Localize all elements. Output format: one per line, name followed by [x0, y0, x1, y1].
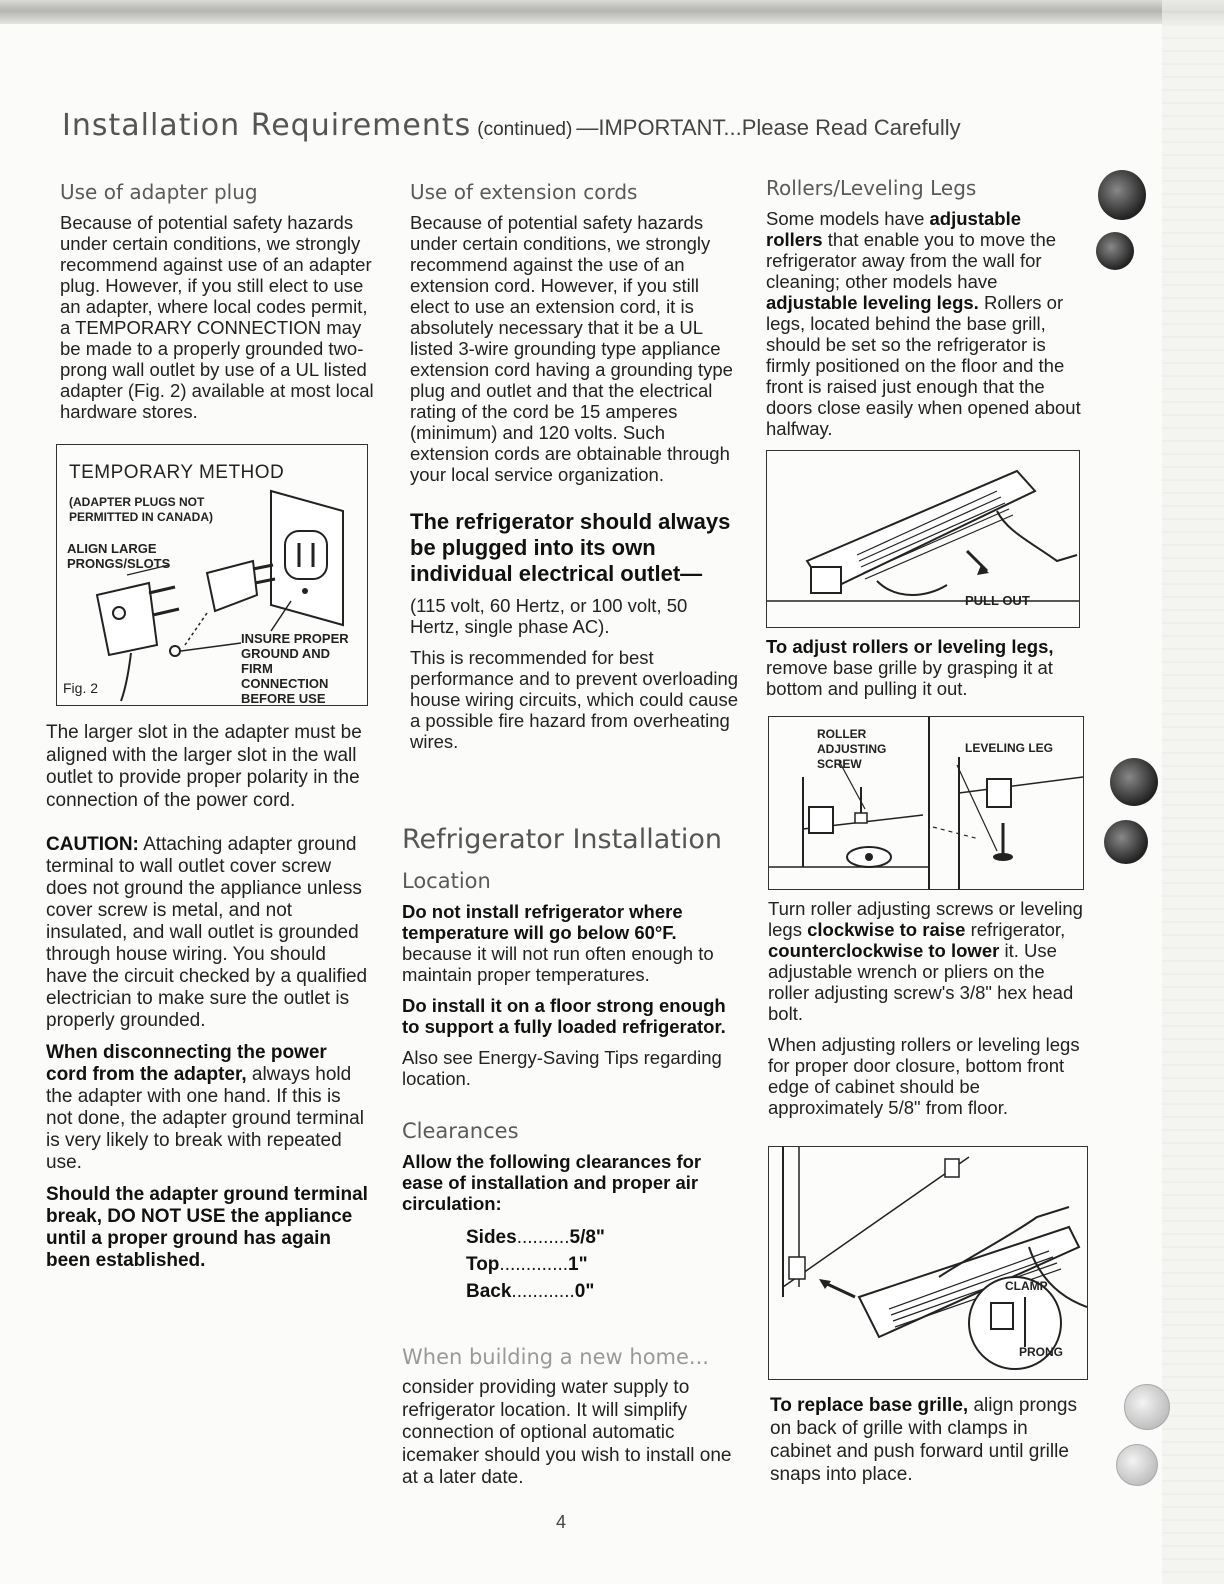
rollers-text-a: Some models have	[766, 208, 925, 229]
figure-2-temporary-method	[56, 444, 368, 706]
column-extension-cords	[410, 180, 740, 762]
break-bold-2: DO NOT USE	[107, 1206, 226, 1227]
adapter-plug-illustration	[57, 445, 367, 705]
heading-adapter-plug: Use of adapter plug	[60, 180, 258, 204]
binder-hole	[1098, 170, 1146, 220]
disconnect-bold: When disconnecting the power cord from the adapter,	[46, 1042, 327, 1085]
figure-roller-leveling-leg	[768, 716, 1084, 890]
clearance-top	[466, 1251, 738, 1278]
location-paragraph-2	[402, 995, 738, 1037]
break-bold-3: the appliance until a proper ground has again been established.	[46, 1206, 353, 1271]
rollers-bold-b: adjustable rollers	[766, 208, 1022, 250]
polarity-paragraph: The larger slot in the adapter must be aligned with the larger slot in the wall outlet to provide proper polarity in the connection of the power cord.	[46, 722, 362, 811]
scan-top-band	[0, 0, 1224, 24]
binder-hole	[1110, 758, 1158, 806]
clearance-leader: ............	[511, 1281, 575, 1302]
location-paragraph-3: Also see Energy-Saving Tips regarding location.	[402, 1047, 722, 1089]
column-replace-grille	[770, 1394, 1090, 1496]
column-rollers	[766, 176, 1082, 449]
figure-title: TEMPORARY METHOD	[69, 462, 285, 483]
turn-text-a: Turn roller adjusting screws or leveling legs	[768, 898, 1083, 940]
column-turn-screws	[768, 898, 1088, 1128]
clearances-intro	[402, 1151, 738, 1214]
callout-align-prongs: ALIGN LARGE PRONGS/SLOTS	[67, 541, 171, 571]
rollers-text-c: that enable you to move the refrigerator away from the wall for cleaning; other models have	[766, 229, 1057, 292]
clearance-value: 1"	[568, 1254, 588, 1275]
turn-bold-d: counterclockwise to lower	[768, 940, 1000, 961]
turn-text-c: refrigerator,	[970, 919, 1066, 940]
heading-new-home: When building a new home...	[402, 1345, 709, 1369]
binder-hole	[1096, 232, 1134, 270]
section-refrigerator-installation: Refrigerator Installation	[402, 824, 722, 855]
clearances-bold: Allow the following clearances for ease of installation and proper air circulation:	[402, 1151, 702, 1214]
location-text-1: because it will not run often enough to maintain proper temperatures.	[402, 943, 714, 985]
clearance-label: Back	[466, 1281, 512, 1302]
figure-replace-grille	[768, 1146, 1088, 1380]
door-closure-paragraph: When adjusting rollers or leveling legs for proper door closure, bottom front edge of cabinet should be approximately 5/8" from floor.	[768, 1034, 1080, 1118]
clearance-leader: ..........	[516, 1227, 570, 1248]
rollers-paragraph	[766, 208, 1082, 439]
column-adjust-rollers	[766, 636, 1076, 709]
clearance-back	[466, 1278, 738, 1305]
pull-out-label: PULL OUT	[965, 593, 1030, 608]
disconnect-paragraph	[46, 1042, 372, 1174]
binder-hole	[1124, 1384, 1170, 1430]
heading-rollers-leveling: Rollers/Leveling Legs	[766, 176, 977, 200]
leveling-leg-label: LEVELING LEG	[965, 741, 1054, 755]
turn-paragraph	[768, 898, 1088, 1024]
overload-paragraph: This is recommended for best performance and to prevent overloading house wiring circuits, which could cause a possible fire hazard from overheating wires.	[410, 647, 739, 752]
title-important: —IMPORTANT...Please Read Carefully	[576, 115, 961, 140]
clearance-label: Top	[466, 1254, 500, 1275]
figure-note: (ADAPTER PLUGS NOT PERMITTED IN CANADA)	[69, 495, 213, 524]
figure-label: Fig. 2	[63, 680, 99, 696]
adjust-bold: To adjust rollers or leveling legs,	[766, 636, 1054, 657]
scan-right-edge	[1162, 0, 1224, 1584]
clearance-leader: .............	[499, 1254, 569, 1275]
heading-location: Location	[402, 869, 491, 893]
clamp-label: CLAMP	[1005, 1279, 1048, 1293]
clearance-value: 0"	[574, 1281, 595, 1302]
disconnect-text: always hold the adapter with one hand. If this is not done, the adapter ground terminal is very likely to break with repeated use.	[46, 1064, 364, 1173]
adjust-paragraph	[766, 636, 1076, 699]
callout-insure-ground: INSURE PROPER GROUND AND FIRM CONNECTION BEFORE USE	[241, 631, 349, 706]
turn-bold-b: clockwise to raise	[807, 919, 966, 940]
binder-hole	[1104, 820, 1148, 864]
column-installation	[402, 824, 738, 1500]
adjust-text: remove base grille by grasping it at bottom and pulling it out.	[766, 657, 1053, 699]
grille-pull-illustration	[767, 451, 1079, 627]
binder-hole	[1116, 1444, 1158, 1486]
clearance-label: Sides	[466, 1227, 517, 1248]
location-bold-1: Do not install refrigerator where temperature will go below 60°F.	[402, 901, 683, 943]
title-main: Installation Requirements	[62, 108, 472, 143]
extension-paragraph: Because of potential safety hazards under certain conditions, we strongly recommend against the use of an extension cord. However, if you still elect to use an extension cord, it is absolutely necessary that it be a UL listed 3-wire grounding type appliance extension cord having a grounding type plug and outlet and that the electrical rating of the cord be 15 amperes (minimum) and 120 volts. Such extension cords are obtainable through your local service organization.	[410, 212, 733, 485]
ground-break-paragraph	[46, 1184, 372, 1272]
replace-paragraph	[770, 1394, 1090, 1486]
figure-pull-out-grille	[766, 450, 1080, 628]
break-bold-1: Should the adapter ground terminal break,	[46, 1184, 368, 1227]
page-title	[62, 108, 1122, 148]
page-number: 4	[556, 1512, 567, 1532]
outlet-lead: The refrigerator should always be plugged into its own individual electrical outlet—	[410, 509, 731, 586]
clearance-sides	[466, 1224, 738, 1251]
rollers-bold-d: adjustable leveling legs.	[766, 292, 979, 313]
caution-paragraph	[46, 834, 372, 1032]
location-bold-2: Do install it on a floor strong enough to support a fully loaded refrigerator.	[402, 995, 726, 1037]
title-continued: (continued)	[477, 119, 573, 140]
heading-extension-cords: Use of extension cords	[410, 180, 638, 204]
replace-bold: To replace base grille,	[770, 1395, 969, 1416]
column-adapter-continued	[46, 722, 372, 1282]
roller-screw-label: ROLLER ADJUSTING SCREW	[817, 727, 887, 771]
volts-paragraph: (115 volt, 60 Hertz, or 100 volt, 50 Hertz, single phase AC).	[410, 595, 688, 637]
turn-text-e: it. Use adjustable wrench or pliers on the roller adjusting screw's 3/8" hex head bolt.	[768, 940, 1074, 1024]
caution-text: Attaching adapter ground terminal to wall outlet cover screw does not ground the appliance unless cover screw is metal, and not insulated, and wall outlet is grounded through house wiring. You should have the circuit checked by a qualified electrician to make sure the outlet is properly grounded.	[46, 834, 368, 1031]
clearance-value: 5/8"	[569, 1227, 605, 1248]
replace-text: align prongs on back of grille with clamps in cabinet and push forward until grille snaps into place.	[770, 1395, 1077, 1485]
rollers-text-e: Rollers or legs, located behind the base grill, should be set so the refrigerator is firmly positioned on the floor and the front is raised just enough that the doors close easily when opened about halfway.	[766, 292, 1081, 439]
new-home-paragraph: consider providing water supply to refrigerator location. It will simplify connection of optional automatic icemaker should you wish to install one at a later date.	[402, 1377, 732, 1488]
location-paragraph-1	[402, 901, 738, 985]
caution-label: CAUTION:	[46, 834, 139, 855]
heading-clearances: Clearances	[402, 1119, 519, 1143]
column-adapter-plug	[60, 180, 378, 432]
prong-label: PRONG	[1019, 1345, 1064, 1359]
adapter-paragraph: Because of potential safety hazards under certain conditions, we strongly recommend against use of an adapter plug. However, if you still elect to use an adapter, where local codes permit, a TEMPORARY CONNECTION may be made to a properly grounded two-prong wall outlet by use of a UL listed adapter (Fig. 2) available at most local hardware stores.	[60, 212, 374, 422]
